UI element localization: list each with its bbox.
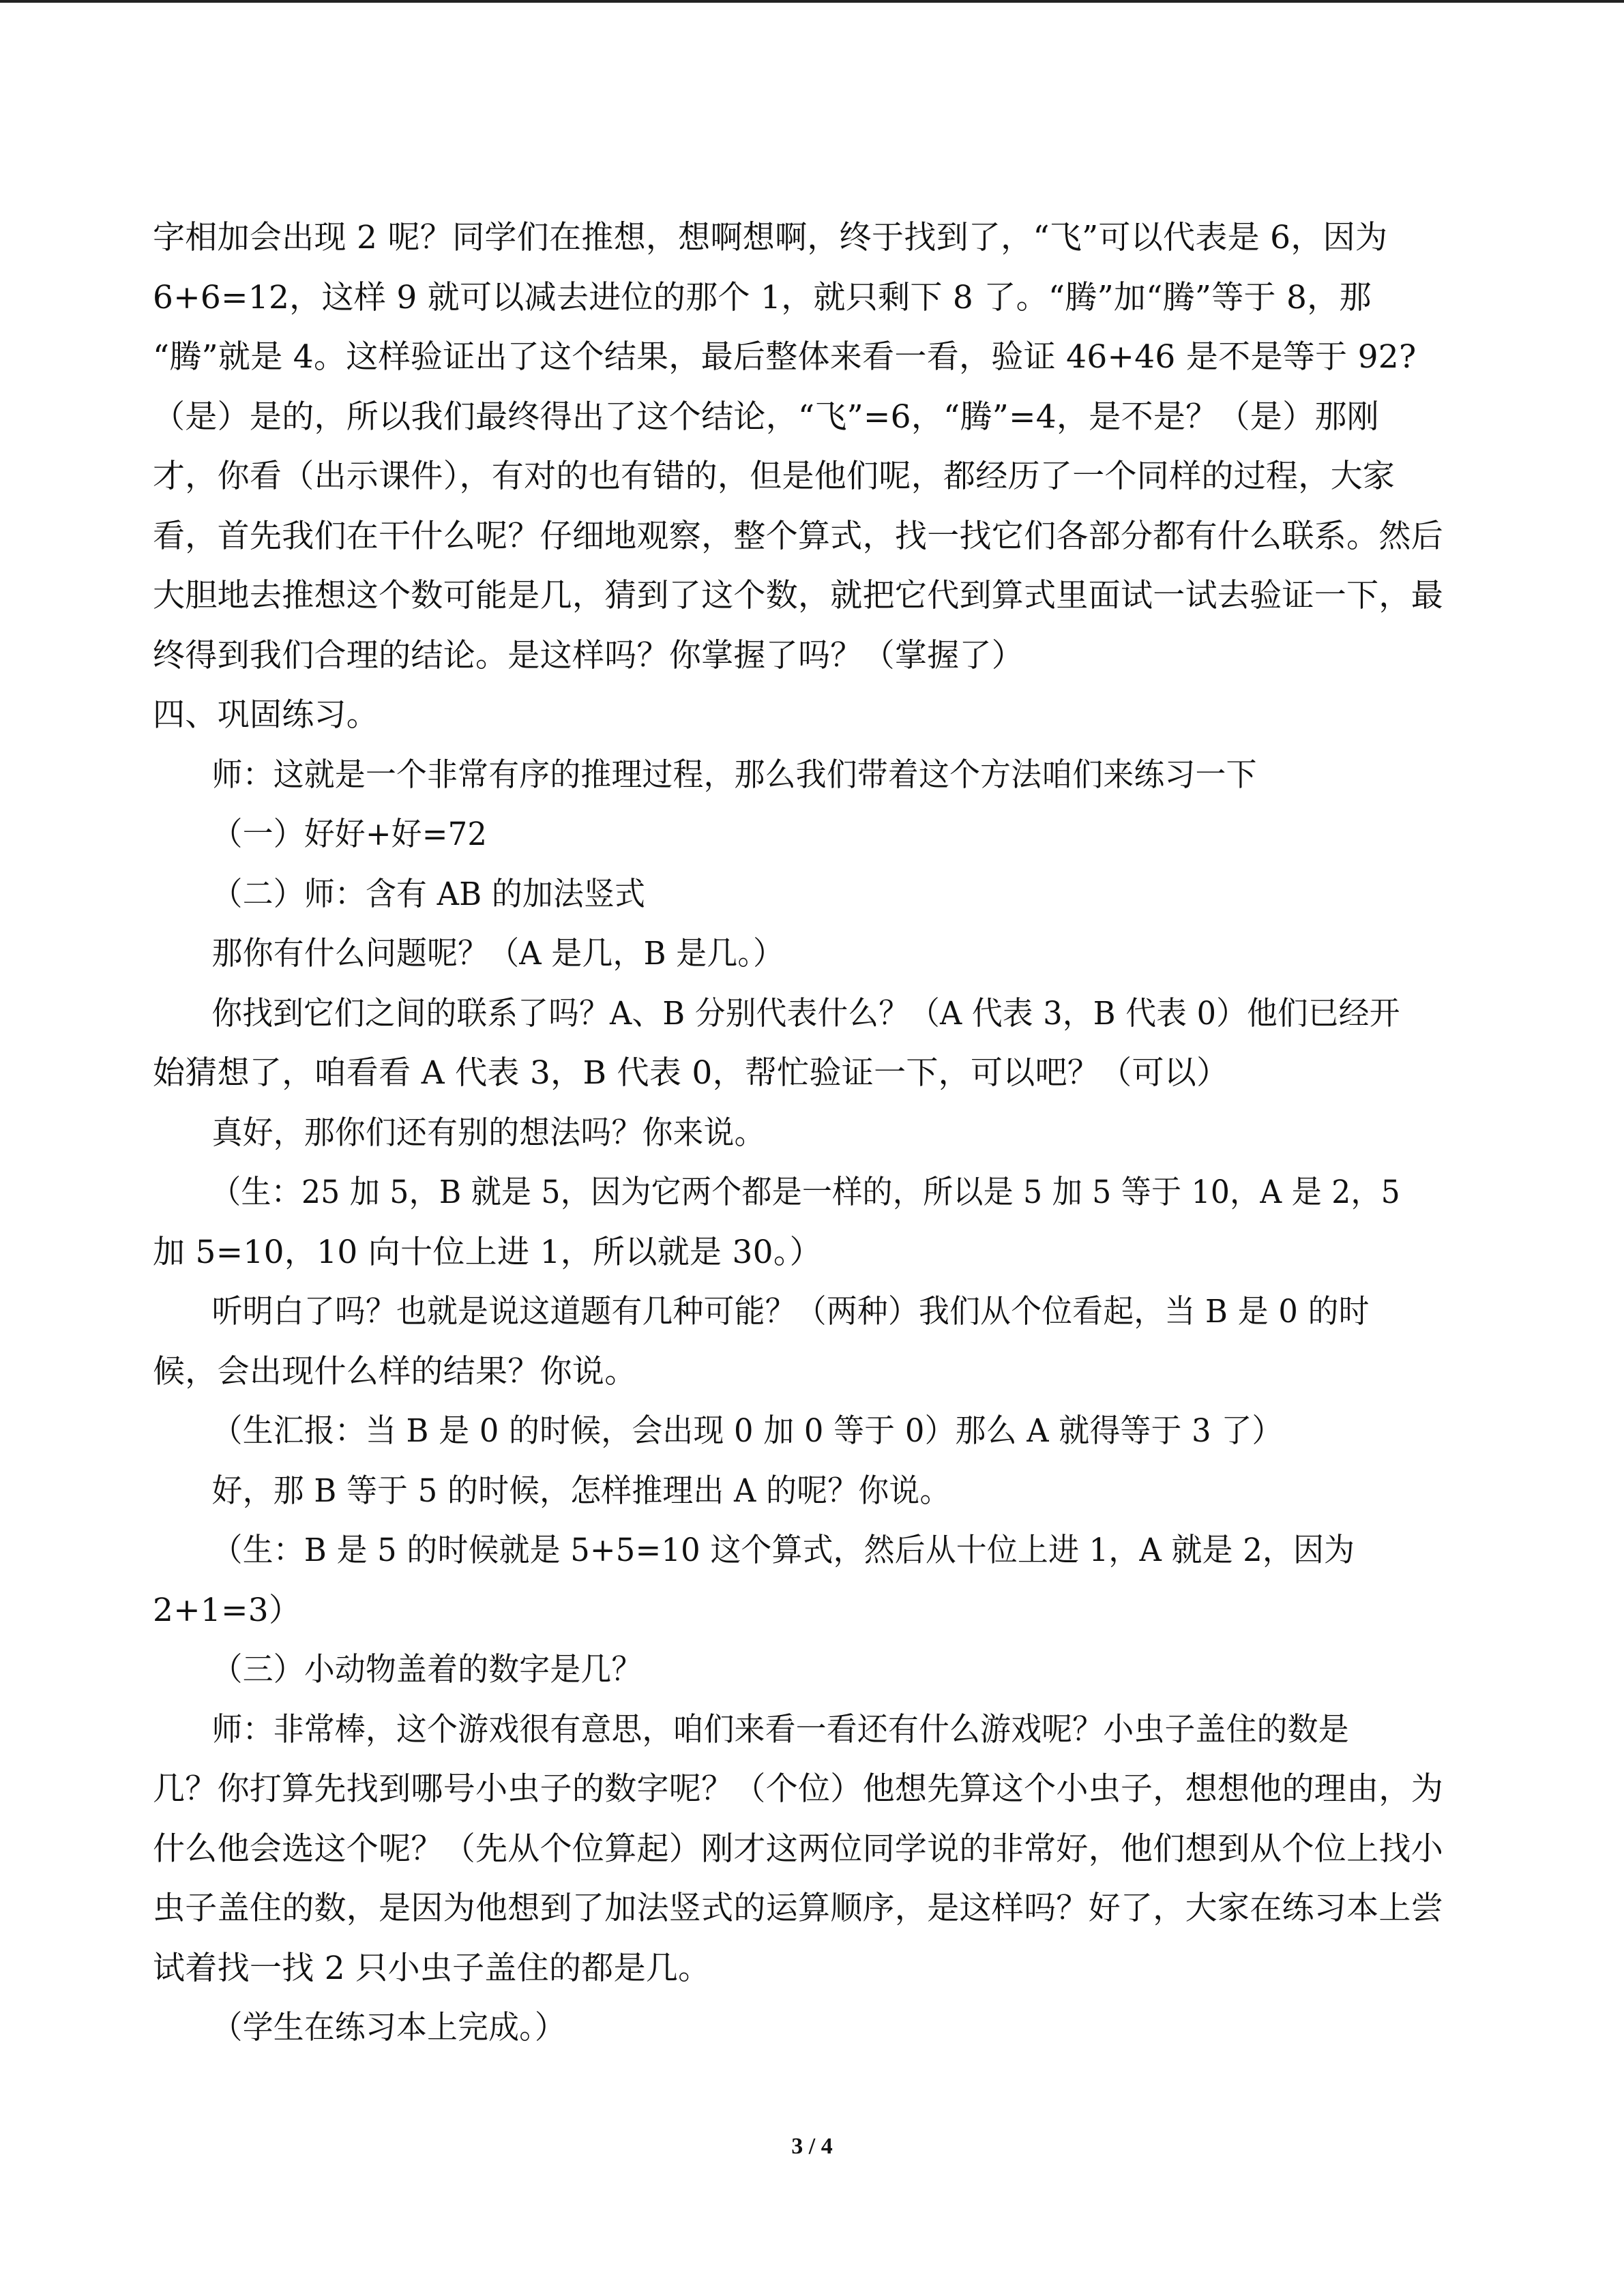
text-line: 候，会出现什么样的结果？你说。: [153, 1352, 637, 1390]
document-body: [153, 208, 1462, 2058]
text-line: （学生在练习本上完成。）: [211, 2009, 566, 2046]
text-line: 看，首先我们在干什么呢？仔细地观察，整个算式，找一找它们各部分都有什么联系。然后: [153, 517, 1443, 555]
text-line: 始猜想了，咱看看 A 代表 3，B 代表 0，帮忙验证一下，可以吧？（可以）: [153, 1054, 1229, 1092]
text-line: （是）是的，所以我们最终得出了这个结论，“飞”=6，“腾”=4，是不是？（是）那刚: [153, 398, 1379, 436]
top-border-line: [0, 0, 1624, 3]
text-line: 试着找一找 2 只小虫子盖住的都是几。: [153, 1949, 711, 1987]
text-line: 加 5=10，10 向十位上进 1，所以就是 30。）: [153, 1233, 822, 1271]
text-line: “腾”就是 4。这样验证出了这个结果，最后整体来看一看，验证 46+46 是不是等于 92?: [153, 338, 1417, 376]
text-line: 真好，那你们还有别的想法吗？你来说。: [211, 1114, 765, 1152]
text-line: 什么他会选这个呢？（先从个位算起）刚才这两位同学说的非常好，他们想到从个位上找小: [153, 1830, 1443, 1868]
text-line: 终得到我们合理的结论。是这样吗？你掌握了吗？（掌握了）: [153, 636, 1024, 674]
text-line: （生：B 是 5 的时候就是 5+5=10 这个算式，然后从十位上进 1，A 就是 2，因为: [211, 1532, 1355, 1569]
text-line: 大胆地去推想这个数可能是几，猜到了这个数，就把它代到算式里面试一试去验证一下，最: [153, 577, 1443, 614]
text-line: （三）小动物盖着的数字是几？: [211, 1651, 643, 1688]
text-line: 师：这就是一个非常有序的推理过程，那么我们带着这个方法咱们来练习一下: [211, 756, 1257, 794]
text-line: 字相加会出现 2 呢？同学们在推想，想啊想啊，终于找到了，“飞”可以代表是 6，因为: [153, 219, 1388, 256]
text-line: 2+1=3）: [153, 1591, 301, 1629]
text-line: （二）师：含有 AB 的加法竖式: [211, 875, 646, 913]
text-line: 那你有什么问题呢？（A 是几，B 是几。）: [211, 935, 784, 972]
text-line: 你找到它们之间的联系了吗？A、B 分别代表什么？（A 代表 3，B 代表 0）他们已经开: [211, 994, 1400, 1032]
text-line: 师：非常棒，这个游戏很有意思，咱们来看一看还有什么游戏呢？小虫子盖住的数是: [211, 1710, 1349, 1748]
text-line: 四、巩固练习。: [153, 696, 379, 734]
text-line: （一）好好+好=72: [211, 816, 488, 853]
text-line: 听明白了吗？也就是说这道题有几种可能？（两种）我们从个位看起，当 B 是 0 的时: [211, 1293, 1370, 1330]
text-line: （生：25 加 5，B 就是 5，因为它两个都是一样的，所以是 5 加 5 等于 10，A 是 2，5: [211, 1174, 1401, 1211]
text-line: （生汇报：当 B 是 0 的时候，会出现 0 加 0 等于 0）那么 A 就得等于 3 了）: [211, 1412, 1283, 1450]
text-line: 6+6=12，这样 9 就可以减去进位的那个 1，就只剩下 8 了。“腾”加“腾”等于 8，那: [153, 278, 1372, 316]
text-line: 才，你看（出示课件），有对的也有错的，但是他们呢，都经历了一个同样的过程，大家: [153, 458, 1396, 495]
text-line: 虫子盖住的数，是因为他想到了加法竖式的运算顺序，是这样吗？好了，大家在练习本上尝: [153, 1890, 1443, 1927]
text-line: 几？你打算先找到哪号小虫子的数字呢？（个位）他想先算这个小虫子，想想他的理由，为: [153, 1770, 1443, 1808]
page-number: 3 / 4: [791, 2134, 833, 2159]
text-line: 好，那 B 等于 5 的时候，怎样推理出 A 的呢？你说。: [211, 1472, 951, 1510]
